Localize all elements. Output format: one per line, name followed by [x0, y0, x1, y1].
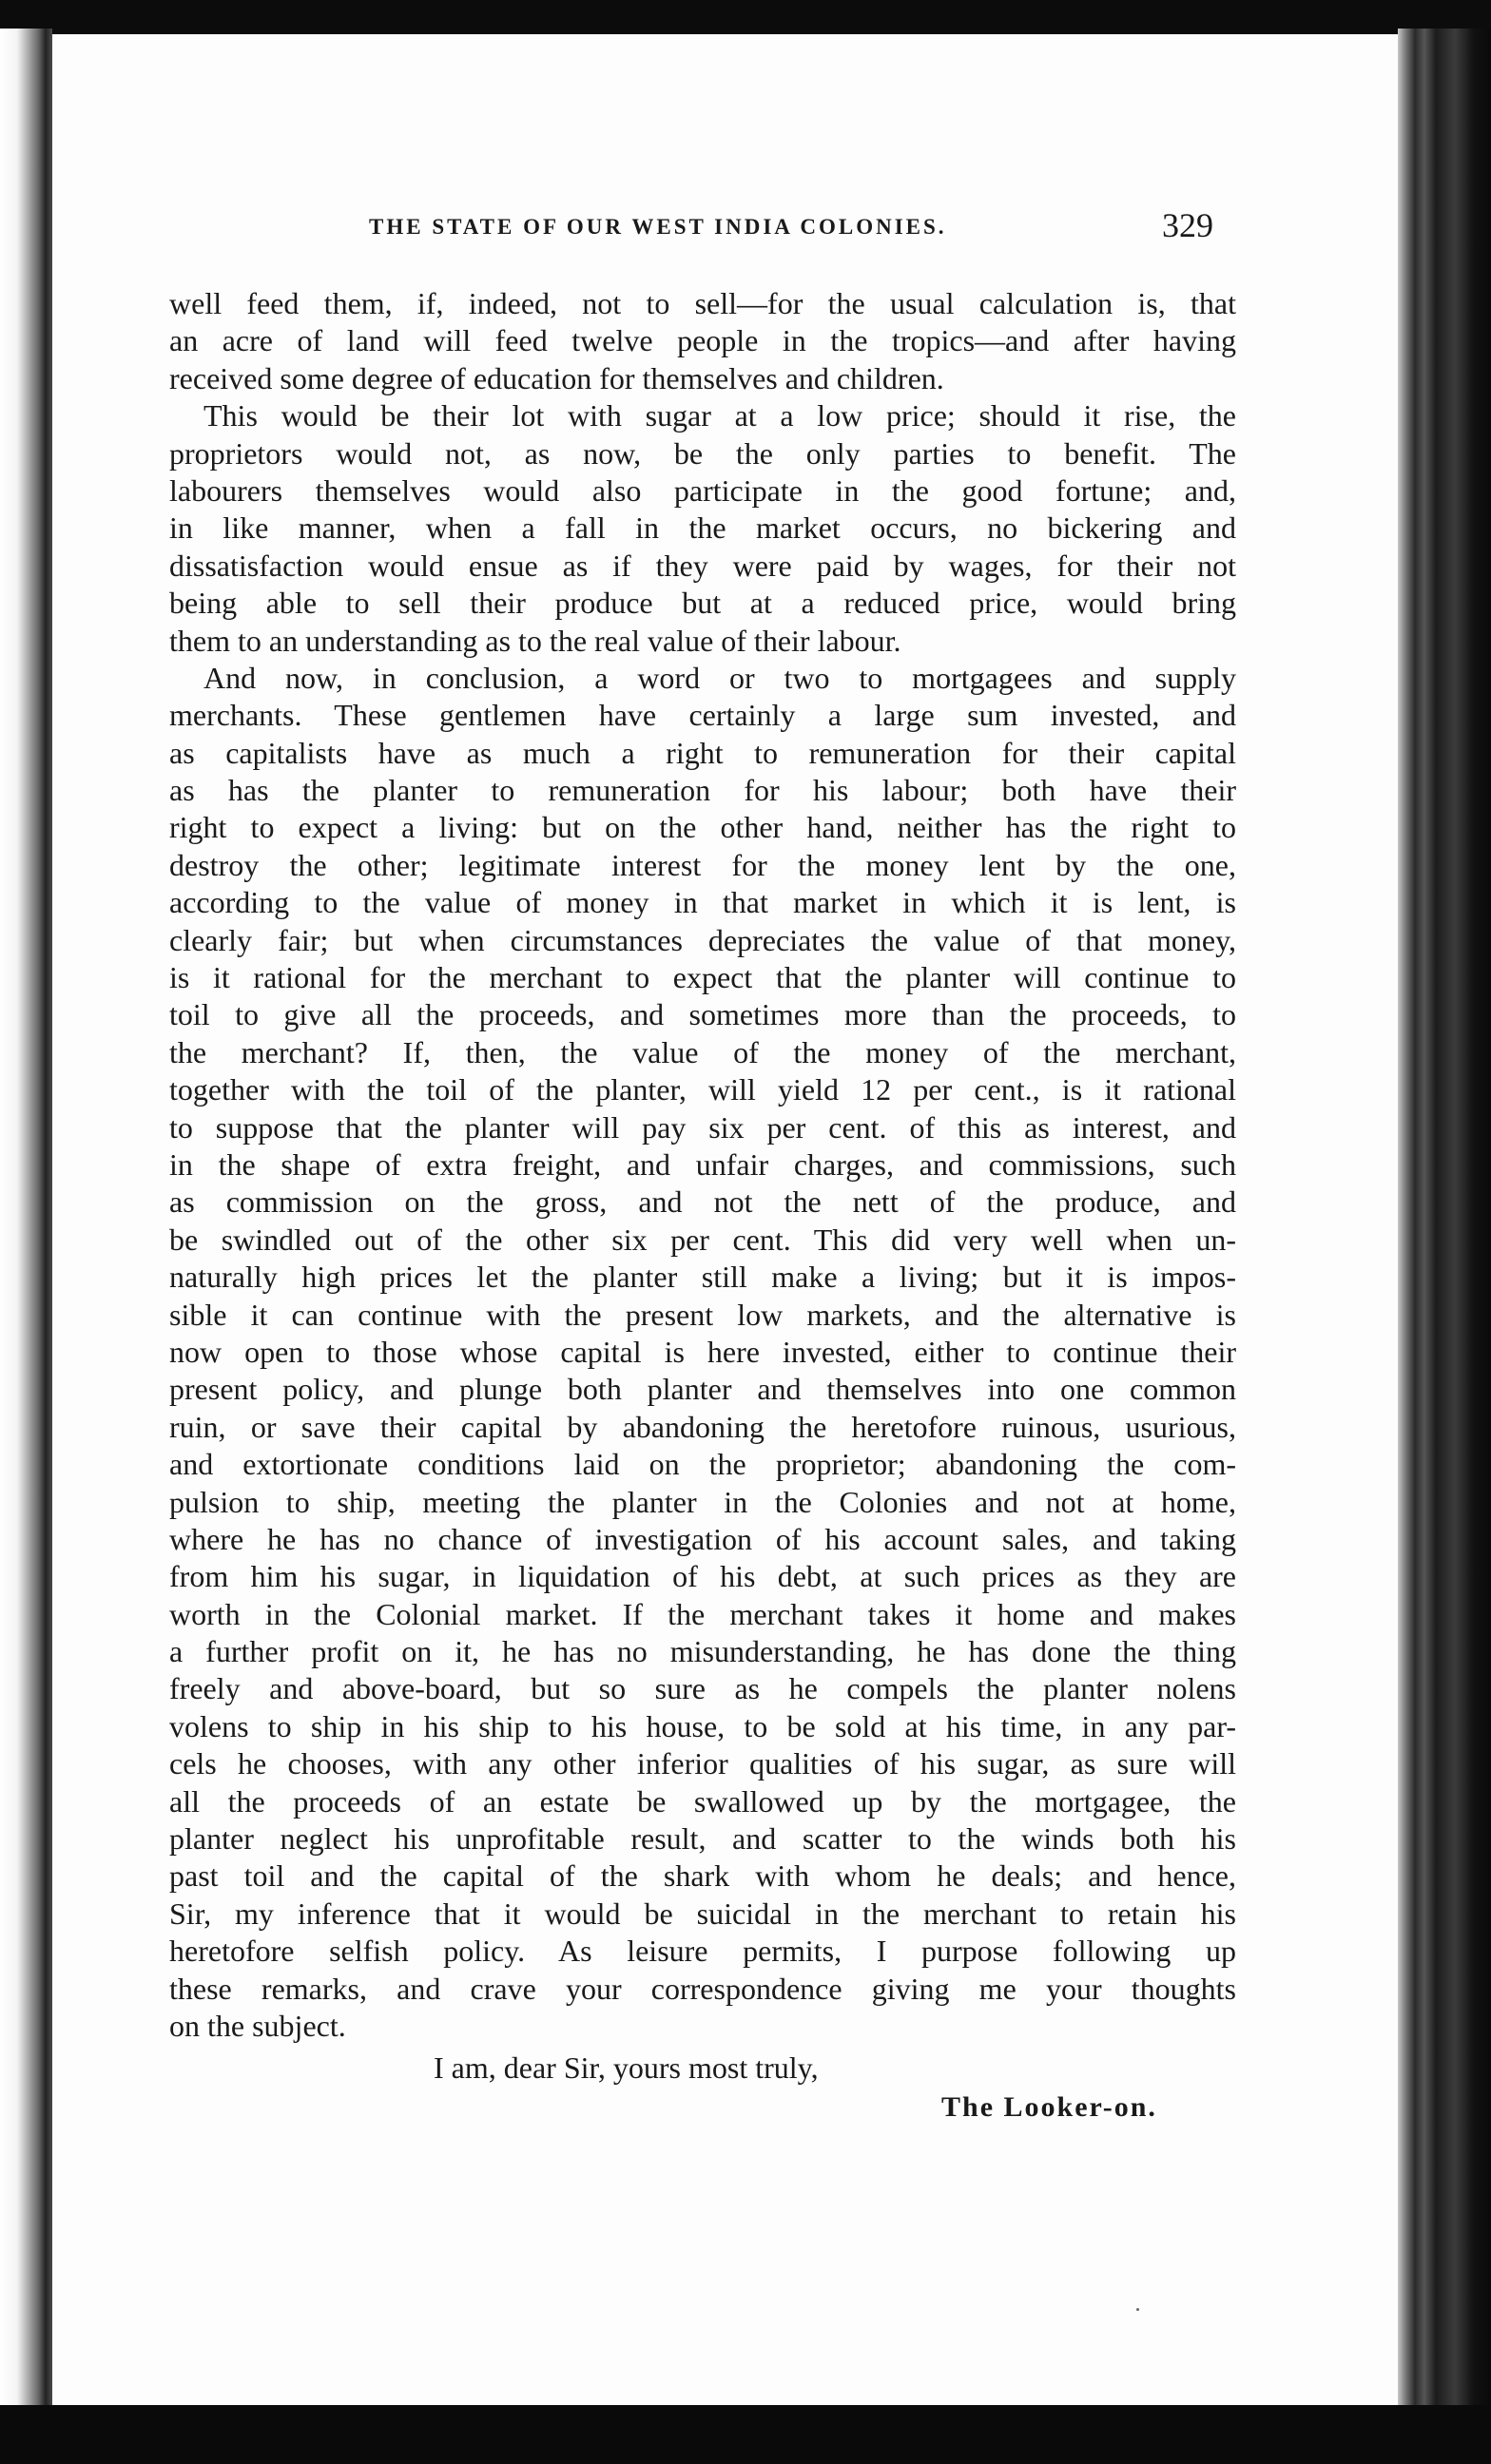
text-line: cels he chooses, with any other inferior qualities of his sugar, as sure will [169, 1746, 1236, 1781]
text-line: as has the planter to remuneration for his labour; both have their [169, 773, 1236, 808]
text-line: these remarks, and crave your correspondence giving me your thoughts [169, 1971, 1236, 2006]
text-line: received some degree of education for themselves and children. [169, 360, 944, 395]
text-line: to suppose that the planter will pay six per cent. of this as interest, and [169, 1109, 1236, 1145]
text-line: is it rational for the merchant to expect that the planter will continue to [169, 960, 1236, 995]
text-line: heretofore selfish policy. As leisure permits, I purpose following up [169, 1934, 1236, 1969]
scan-border-bottom [0, 2405, 1491, 2464]
text-line: as commission on the gross, and not the nett of the produce, and [169, 1184, 1236, 1220]
text-line: pulsion to ship, meeting the planter in the Colonies and not at home, [169, 1484, 1236, 1519]
text-line: them to an understanding as to the real value of their labour. [169, 623, 901, 658]
text-line: labourers themselves would also participate in the good fortune; and, [169, 472, 1236, 508]
page-number: 329 [1162, 206, 1213, 244]
text-line: a further profit on it, he has no misunderstanding, he has done the thing [169, 1634, 1236, 1669]
text-line: in like manner, when a fall in the market occurs, no bickering and [169, 510, 1236, 546]
text-line: And now, in conclusion, a word or two to mortgagees and supply [203, 660, 1236, 695]
text-line: on the subject. [169, 2008, 346, 2043]
text-line: toil to give all the proceeds, and sometimes more than the proceeds, to [169, 997, 1236, 1032]
text-line: sible it can continue with the present low markets, and the alternative is [169, 1297, 1236, 1332]
text-line: the merchant? If, then, the value of the money of the merchant, [169, 1034, 1236, 1069]
text-line: and extortionate conditions laid on the proprietor; abandoning the com- [169, 1447, 1236, 1482]
text-line: all the proceeds of an estate be swallowed up by the mortgagee, the [169, 1783, 1236, 1819]
text-line: volens to ship in his ship to his house, to be sold at his time, in any par- [169, 1708, 1236, 1743]
text-line: present policy, and plunge both planter and themselves into one common [169, 1372, 1236, 1407]
book-gutter-left [0, 29, 52, 2415]
text-line: planter neglect his unprofitable result, and scatter to the winds both his [169, 1821, 1236, 1857]
text-line: past toil and the capital of the shark with whom he deals; and hence, [169, 1858, 1236, 1894]
text-line: where he has no chance of investigation of his account sales, and taking [169, 1521, 1236, 1556]
text-line: merchants. These gentlemen have certainly a large sum invested, and [169, 698, 1236, 733]
text-line: now open to those whose capital is here invested, either to continue their [169, 1334, 1236, 1369]
text-line: This would be their lot with sugar at a low price; should it rise, the [203, 398, 1236, 433]
paper-speck [1136, 2308, 1139, 2311]
text-line: clearly fair; but when circumstances depreciates the value of that money, [169, 922, 1236, 957]
scan-border-top [0, 0, 1491, 34]
letter-signature: The Looker-on. [941, 2091, 1157, 2123]
text-line: according to the value of money in that market in which it is lent, is [169, 885, 1236, 920]
text-line: in the shape of extra freight, and unfair charges, and commissions, such [169, 1146, 1236, 1182]
text-line: being able to sell their produce but at a reduced price, would bring [169, 586, 1236, 621]
text-line: destroy the other; legitimate interest for the money lent by the one, [169, 847, 1236, 882]
letter-closing: I am, dear Sir, yours most truly, [434, 2050, 819, 2085]
text-line: proprietors would not, as now, be the only parties to benefit. The [169, 435, 1236, 471]
text-line: ruin, or save their capital by abandoning the heretofore ruinous, usurious, [169, 1409, 1236, 1444]
book-page-edges-right [1398, 29, 1491, 2415]
text-line: dissatisfaction would ensue as if they were paid by wages, for their not [169, 548, 1236, 583]
text-line: freely and above-board, but so sure as he compels the planter nolens [169, 1671, 1236, 1706]
text-line: from him his sugar, in liquidation of his debt, at such prices as they are [169, 1559, 1236, 1594]
text-line: naturally high prices let the planter still make a living; but it is impos- [169, 1260, 1236, 1295]
text-line: well feed them, if, indeed, not to sell—for the usual calculation is, that [169, 286, 1236, 320]
text-line: together with the toil of the planter, will yield 12 per cent., is it rational [169, 1072, 1236, 1107]
text-line: right to expect a living: but on the other hand, neither has the right to [169, 810, 1236, 845]
text-line: an acre of land will feed twelve people in the tropics—and after having [169, 323, 1236, 358]
running-head: THE STATE OF OUR WEST INDIA COLONIES. [369, 215, 947, 239]
text-line: be swindled out of the other six per cent. This did very well when un- [169, 1222, 1236, 1257]
text-line: worth in the Colonial market. If the merchant takes it home and makes [169, 1596, 1236, 1631]
body-text [169, 285, 1236, 2045]
text-line: as capitalists have as much a right to remuneration for their capital [169, 735, 1236, 770]
text-line: Sir, my inference that it would be suicidal in the merchant to retain his [169, 1896, 1236, 1931]
